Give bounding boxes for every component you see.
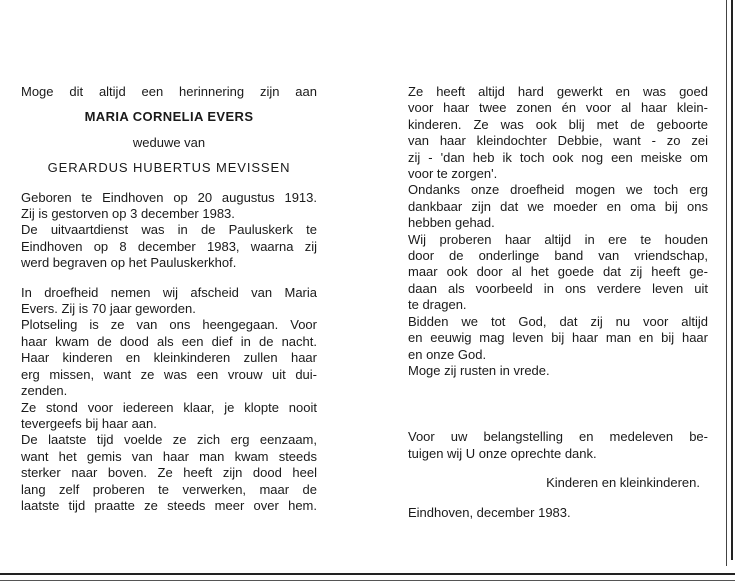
paragraph-line: maar ook door al het goede dat zij heeft ge-	[408, 264, 708, 280]
card-edge-bottom-shadow	[0, 580, 735, 581]
paragraph-line: voor haar twee zonen én voor al haar klein-	[408, 100, 708, 116]
paragraph-line: haar kwam de dood als een dief in de nacht.	[21, 333, 317, 349]
paragraph-line: sterker naar boven. Ze heeft zijn dood heel	[21, 465, 317, 481]
paragraph-line: hebben gehad.	[408, 215, 495, 231]
card-edge-right-shadow	[726, 0, 727, 566]
paragraph-line: dankbaar zijn dat we moeder en oma bij ons	[408, 198, 708, 214]
paragraph-line: De uitvaartdienst was in de Pauluskerk te	[21, 222, 317, 238]
paragraph-line: werd begraven op het Pauluskerkhof.	[21, 255, 237, 271]
paragraph-line: zij - 'dan heb ik toch ook nog een meiske om	[408, 149, 708, 165]
paragraph-line: Moge zij rusten in vrede.	[408, 362, 550, 378]
birth-death-paragraph	[21, 190, 317, 272]
paragraph-line: kinderen. Ze was ook blij met de geboorte	[408, 116, 708, 132]
paragraph-line: Wij proberen haar altijd in ere te houden	[408, 231, 708, 247]
paragraph-line: zenden.	[21, 383, 68, 399]
paragraph-line: lang zelf proberen te verwerken, maar de	[21, 481, 317, 497]
paragraph-line: Haar kinderen en kleinkinderen zullen haar	[21, 350, 317, 366]
card-edge-bottom	[0, 573, 735, 575]
left-column	[21, 84, 317, 514]
paragraph-line: Bidden we tot God, dat zij nu voor altijd	[408, 313, 708, 329]
signature-line: Kinderen en kleinkinderen.	[546, 475, 700, 491]
husband-name: GERARDUS HUBERTUS MEVISSEN	[47, 160, 291, 176]
paragraph-line: In droefheid nemen wij afscheid van Maria	[21, 284, 317, 300]
place-date-line: Eindhoven, december 1983.	[408, 504, 571, 520]
paragraph-line: Plotseling is ze van ons heengegaan. Voor	[21, 317, 317, 333]
paragraph-line: voor te zorgen'.	[408, 166, 498, 182]
paragraph-line: Eindhoven op 8 december 1983, waarna zij	[21, 238, 317, 254]
paragraph-line: want het gemis van haar man kwam steeds	[21, 448, 317, 464]
paragraph-line: Evers. Zij is 70 jaar geworden.	[21, 301, 196, 317]
paragraph-line: door de onderlinge band van vriendschap,	[408, 248, 708, 264]
intro-line: Moge dit altijd een herinnering zijn aan	[21, 84, 317, 99]
paragraph-line: erg missen, want ze was een vrouw uit dui-	[21, 366, 317, 382]
paragraph-line: Voor uw belangstelling en medeleven be-	[408, 429, 708, 445]
card-edge-right	[731, 0, 733, 560]
paragraph-line: Ondanks onze droefheid mogen we toch erg	[408, 182, 708, 198]
thanks-paragraph	[408, 429, 708, 462]
paragraph-line: tuigen wij U onze oprechte dank.	[408, 445, 597, 461]
paragraph-line: De laatste tijd voelde ze zich erg eenzaam,	[21, 432, 317, 448]
paragraph-line: Geboren te Eindhoven op 20 augustus 1913.	[21, 189, 317, 205]
paragraph-line: Ze stond voor iedereen klaar, je klopte nooit	[21, 399, 317, 415]
paragraph-line: Zij is gestorven op 3 december 1983.	[21, 206, 235, 222]
farewell-paragraph	[21, 285, 317, 515]
paragraph-line: van haar kleindochter Debbie, want - zo zei	[408, 133, 708, 149]
deceased-name: MARIA CORNELIA EVERS	[84, 109, 254, 125]
life-paragraph	[408, 84, 708, 379]
widow-of-line: weduwe van	[132, 134, 206, 150]
paragraph-line: daan als voorbeeld in ons verdere leven uit	[408, 280, 708, 296]
paragraph-line: en onze God.	[408, 346, 487, 362]
paragraph-line: laatste tijd praatte ze steeds meer over hem.	[21, 497, 317, 513]
paragraph-line: Ze heeft altijd hard gewerkt en was goed	[408, 84, 708, 99]
right-column	[408, 84, 708, 521]
paragraph-line: te dragen.	[408, 297, 467, 313]
paragraph-line: en eeuwig mag leven bij haar man en bij haar	[408, 330, 708, 346]
paragraph-line: tevergeefs bij haar aan.	[21, 415, 157, 431]
